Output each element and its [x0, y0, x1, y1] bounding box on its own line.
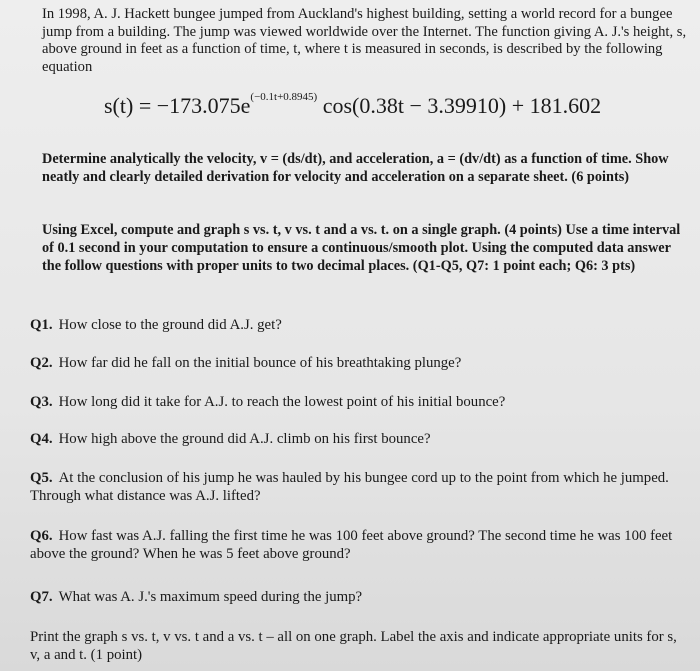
question-number: Q5.	[30, 470, 53, 486]
question-number: Q3.	[30, 394, 53, 410]
question-5	[30, 470, 690, 506]
question-text: How close to the ground did A.J. get?	[58, 317, 282, 333]
question-number: Q6.	[30, 528, 53, 544]
excel-task: Using Excel, compute and graph s vs. t, v vs. t and a vs. t. on a single graph. (4 points) Use a time interval of 0.1 second in your computation to ensure a continuous/smooth plot. Using the computed data answer the follow questions with proper units to two decimal places. (Q1-Q5, Q7: 1 point each; Q6: 3 pts)	[42, 222, 681, 274]
print-instruction: Print the graph s vs. t, v vs. t and a vs. t – all on one graph. Label the axis and indicate appropriate units for s, v, a and t. (1 point)	[30, 629, 677, 663]
question-text: How high above the ground did A.J. climb on his first bounce?	[58, 431, 431, 447]
question-2	[30, 355, 690, 373]
question-3	[30, 394, 690, 412]
equation-rhs: cos(0.38t − 3.39910) + 181.602	[322, 93, 602, 118]
question-text: How long did it take for A.J. to reach the lowest point of his initial bounce?	[58, 394, 506, 410]
intro-paragraph: In 1998, A. J. Hackett bungee jumped from Auckland's highest building, setting a world record for a bungee jump from a building. The jump was viewed worldwide over the Internet. The function giving A. J.'s height, s, above ground in feet as a function of time, t, where t is measured in seconds, is described by the following equation	[42, 6, 687, 75]
question-text: How far did he fall on the initial bounce of his breathtaking plunge?	[58, 355, 462, 371]
question-1	[30, 317, 690, 335]
question-text: How fast was A.J. falling the first time he was 100 feet above ground? The second time he was 100 feet above the ground? When he was 5 feet above ground?	[30, 528, 673, 562]
question-7	[30, 589, 690, 607]
question-text: At the conclusion of his jump he was hauled by his bungee cord up to the point from which he jumped. Through what distance was A.J. lifted?	[30, 470, 669, 504]
question-number: Q1.	[30, 317, 53, 333]
height-equation	[104, 90, 602, 119]
question-text: What was A. J.'s maximum speed during the jump?	[58, 589, 363, 605]
question-4	[30, 431, 690, 449]
question-6	[30, 528, 690, 564]
question-number: Q4.	[30, 431, 53, 447]
derivation-task: Determine analytically the velocity, v = (ds/dt), and acceleration, a = (dv/dt) as a function of time. Show neatly and clearly detailed derivation for velocity and acceleration on a separate sheet. (6 points)	[42, 151, 669, 185]
question-number: Q7.	[30, 589, 53, 605]
question-number: Q2.	[30, 355, 53, 371]
equation-lhs: s(t) = −173.075e	[104, 93, 251, 118]
equation-exponent: (−0.1t+0.8945)	[250, 90, 318, 103]
